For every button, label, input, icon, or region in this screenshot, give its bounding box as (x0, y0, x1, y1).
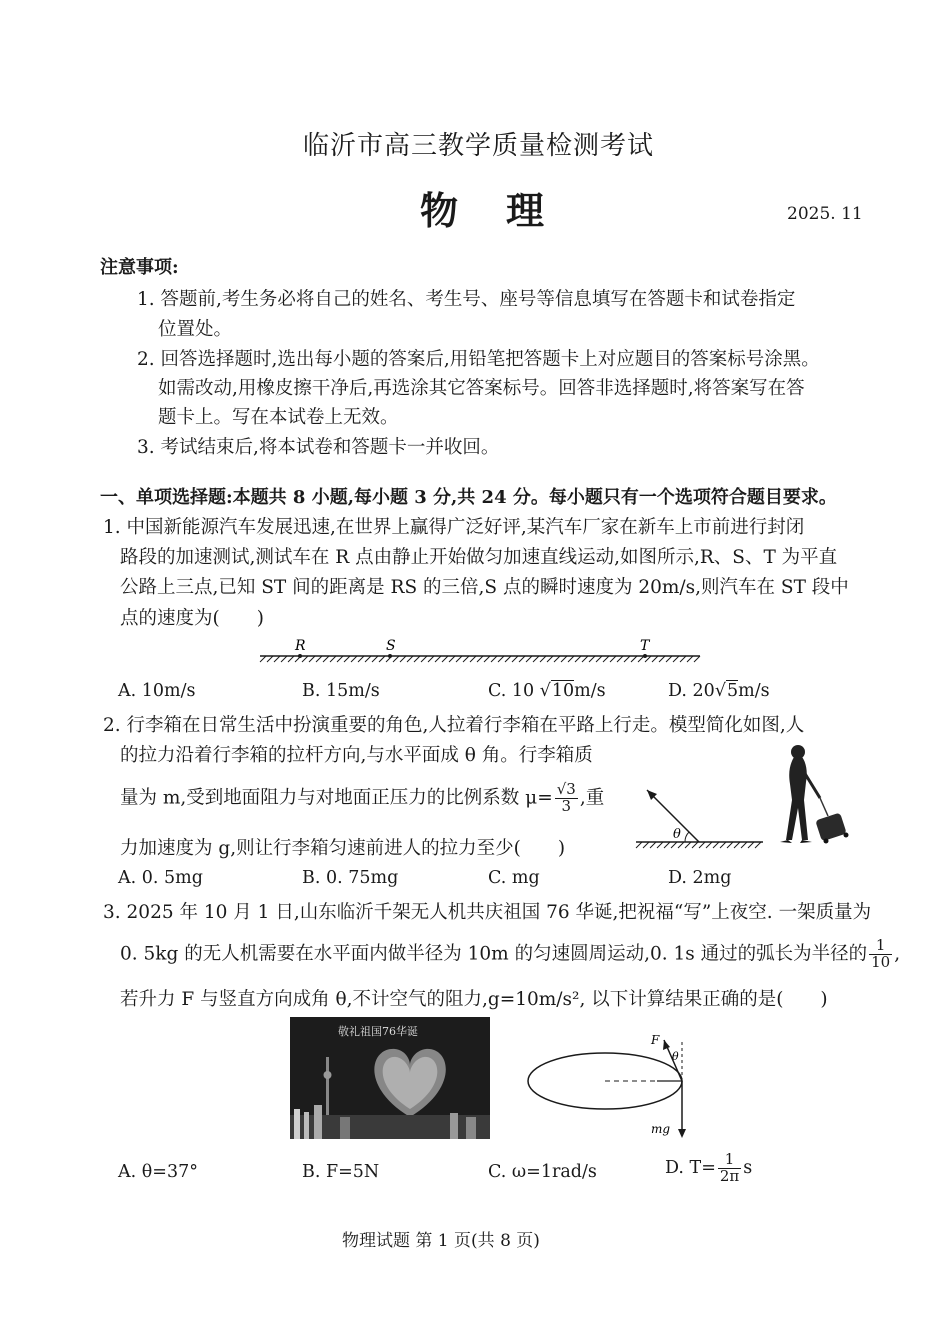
section-heading: 一、单项选择题:本题共 8 小题,每小题 3 分,共 24 分。每小题只有一个选项符合题目要求。 (100, 487, 837, 508)
angle-theta-label: θ (672, 1050, 679, 1063)
force-f-label: F (651, 1033, 660, 1047)
q3-option-a: A. θ=37° (118, 1162, 198, 1182)
q1-line-1: 1. 中国新能源汽车发展迅速,在世界上赢得广泛好评,某汽车厂家在新车上市前进行封闭 (103, 517, 805, 538)
q3-option-b: B. F=5N (302, 1162, 380, 1182)
q2-line-2: 的拉力沿着行李箱的拉杆方向,与水平面成 θ 角。行李箱质 (120, 745, 593, 766)
notice-item-2-line-3: 题卡上。写在本试卷上无效。 (158, 407, 399, 428)
notice-item-3-line-1: 3. 考试结束后,将本试卷和答题卡一并收回。 (137, 437, 500, 458)
circular-motion-diagram (525, 1030, 700, 1142)
q1-line-3: 公路上三点,已知 ST 间的距离是 RS 的三倍,S 点的瞬时速度为 20m/s,则汽车在 ST 段中 (120, 577, 849, 598)
q1-option-a: A. 10m/s (118, 681, 196, 701)
exam-date: 2025. 11 (787, 204, 863, 224)
q1-line-2: 路段的加速测试,测试车在 R 点由静止开始做匀加速直线运动,如图所示,R、S、T 为平直 (120, 547, 838, 568)
photo-caption: 敬礼祖国76华诞 (338, 1025, 418, 1038)
theta-label: θ (673, 827, 681, 842)
q3-option-d: D. T= $\frac{1}{2\pi}$ s (665, 1150, 753, 1185)
page-footer: 物理试题 第 1 页(共 8 页) (342, 1231, 540, 1251)
q3-option-c: C. ω=1rad/s (488, 1162, 597, 1182)
q2-line-4: 力加速度为 g,则让行李箱匀速前进人的拉力至少( ) (120, 838, 566, 859)
point-t-label: T (640, 638, 650, 654)
q1-road-diagram (255, 634, 705, 670)
q2-option-b: B. 0. 75mg (302, 868, 399, 888)
q1-option-c: C. 10 √10m/s (488, 681, 606, 701)
q2-line-3: 量为 m,受到地面阻力与对地面正压力的比例系数 μ= $\frac{√3}{3}$ ,重 (120, 780, 605, 815)
notice-item-1-line-1: 1. 答题前,考生务必将自己的姓名、考生号、座号等信息填写在答题卡和试卷指定 (137, 289, 796, 310)
subject-char-1: 物 (420, 188, 461, 233)
q2-force-diagram (633, 760, 773, 855)
q1-line-4: 点的速度为( ) (120, 608, 264, 629)
point-s-label: S (386, 638, 396, 654)
notice-item-1-line-2: 位置处。 (158, 319, 233, 340)
subject-title (420, 180, 546, 235)
q1-option-b: B. 15m/s (302, 681, 380, 701)
q2-option-a: A. 0. 5mg (118, 868, 203, 888)
q3-line-1: 3. 2025 年 10 月 1 日,山东临沂千架无人机共庆祖国 76 华诞,把祝福“写”上夜空. 一架质量为 (103, 902, 872, 923)
q2-option-c: C. mg (488, 868, 540, 888)
person-with-luggage-image (768, 742, 858, 846)
exam-title: 临沂市高三教学质量检测考试 (303, 131, 655, 161)
notice-item-2-line-2: 如需改动,用橡皮擦干净后,再选涂其它答案标号。回答非选择题时,将答案写在答 (158, 378, 805, 399)
q3-line-3: 若升力 F 与竖直方向成角 θ,不计空气的阻力,g=10m/s², 以下计算结果正确的是( ) (120, 989, 828, 1010)
notice-heading: 注意事项: (100, 257, 179, 278)
q1-option-d: D. 20√5m/s (668, 681, 770, 701)
drone-show-photo (290, 1017, 490, 1139)
subject-char-2: 理 (506, 188, 547, 233)
q2-line-1: 2. 行李箱在日常生活中扮演重要的角色,人拉着行李箱在平路上行走。模型简化如图,人 (103, 715, 805, 736)
gravity-mg-label: mg (651, 1122, 671, 1136)
q2-option-d: D. 2mg (668, 868, 732, 888)
notice-item-2-line-1: 2. 回答选择题时,选出每小题的答案后,用铅笔把答题卡上对应题目的答案标号涂黑。 (137, 349, 820, 370)
q3-line-2: 0. 5kg 的无人机需要在水平面内做半径为 10m 的匀速圆周运动,0. 1s 通过的弧长为半径的 $\frac{1}{10}$ , (120, 936, 901, 971)
point-r-label: R (295, 638, 306, 654)
